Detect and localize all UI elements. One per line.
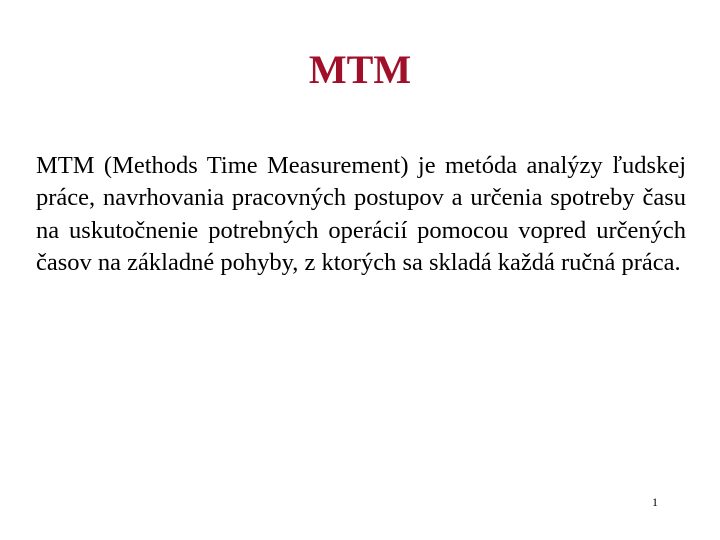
- page-number: 1: [652, 495, 658, 509]
- slide-body-text: MTM (Methods Time Measurement) je metóda analýzy ľudskej práce, navrhovania pracovných postupov a určenia spotreby času na uskutočnenie potrebných operácií pomocou vopred určených časov na základné pohyby, z ktorých sa skladá každá ručná práca.: [36, 152, 686, 276]
- slide-title: MTM: [308, 47, 412, 92]
